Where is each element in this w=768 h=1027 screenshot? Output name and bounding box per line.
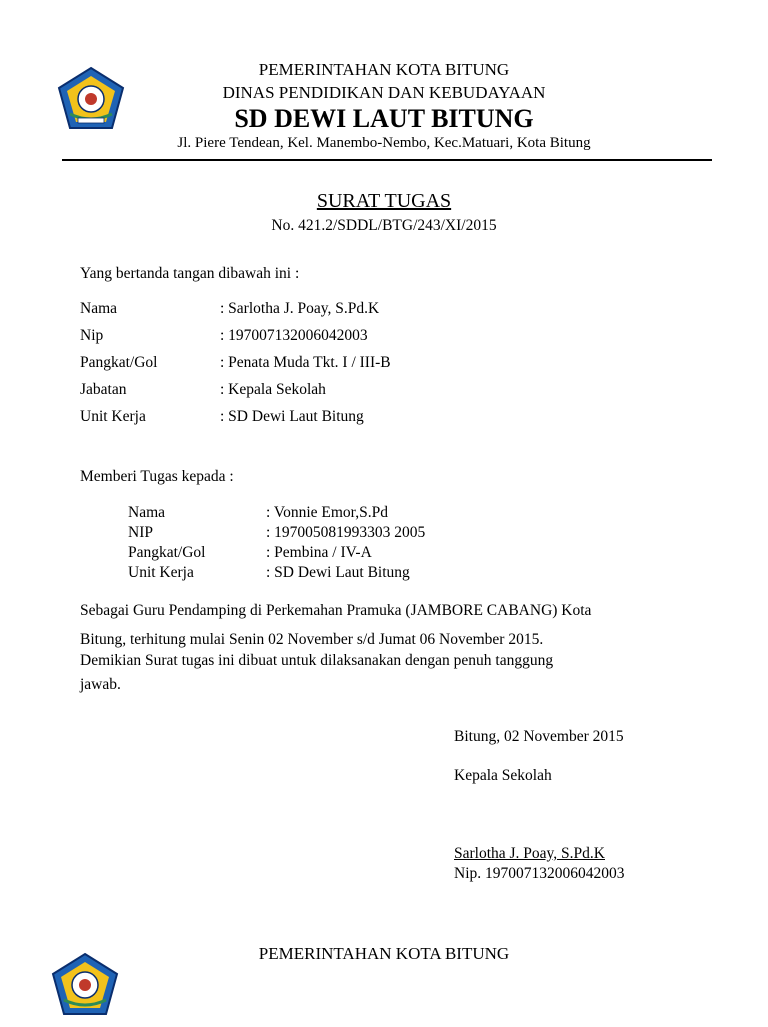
place-date: Bitung, 02 November 2015 (454, 728, 624, 745)
signer-label: Pangkat/Gol (80, 354, 158, 371)
signer-value: : Penata Muda Tkt. I / III-B (220, 354, 391, 371)
signer-value: : SD Dewi Laut Bitung (220, 408, 364, 425)
letter-title: SURAT TUGAS (316, 190, 452, 212)
signer-label: Jabatan (80, 381, 127, 398)
footer-kop-line-1: PEMERINTAHAN KOTA BITUNG (258, 944, 510, 963)
assignee-label: Unit Kerja (128, 564, 194, 581)
signer-name: Sarlotha J. Poay, S.Pd.K (454, 845, 605, 862)
body-line-4: jawab. (80, 676, 121, 693)
letter-number: No. 421.2/SDDL/BTG/243/XI/2015 (271, 217, 497, 234)
kop-line-2: DINAS PENDIDIKAN DAN KEBUDAYAAN (222, 83, 546, 102)
assignee-value: : Vonnie Emor,S.Pd (266, 504, 388, 521)
body-line-3: Demikian Surat tugas ini dibuat untuk dilaksanakan dengan penuh tanggung (80, 652, 554, 669)
assignee-value: : Pembina / IV-A (266, 544, 372, 561)
school-address: Jl. Piere Tendean, Kel. Manembo-Nembo, Kec.Matuari, Kota Bitung (177, 135, 591, 151)
school-name: SD DEWI LAUT BITUNG (234, 104, 534, 133)
signer-value: : Sarlotha J. Poay, S.Pd.K (220, 300, 380, 317)
signer-label: Nama (80, 300, 118, 317)
kop-line-1: PEMERINTAHAN KOTA BITUNG (258, 60, 510, 79)
signer-value: : 197007132006042003 (220, 327, 368, 344)
assignee-label: NIP (128, 524, 153, 541)
assign-intro-text: Memberi Tugas kepada : (80, 468, 234, 485)
signer-label: Unit Kerja (80, 408, 146, 425)
signer-position: Kepala Sekolah (454, 767, 552, 784)
signer-label: Nip (80, 327, 104, 344)
assignee-label: Nama (128, 504, 166, 521)
signer-nip: Nip. 197007132006042003 (454, 865, 625, 882)
assignee-value: : SD Dewi Laut Bitung (266, 564, 410, 581)
assignee-label: Pangkat/Gol (128, 544, 206, 561)
kop-divider (62, 159, 712, 161)
signer-value: : Kepala Sekolah (220, 381, 326, 398)
intro-text: Yang bertanda tangan dibawah ini : (80, 265, 300, 282)
body-line-2: Bitung, terhitung mulai Senin 02 November s/d Jumat 06 November 2015. (80, 631, 544, 648)
assignee-value: : 197005081993303 2005 (266, 524, 426, 541)
body-line-1: Sebagai Guru Pendamping di Perkemahan Pramuka (JAMBORE CABANG) Kota (80, 602, 592, 619)
